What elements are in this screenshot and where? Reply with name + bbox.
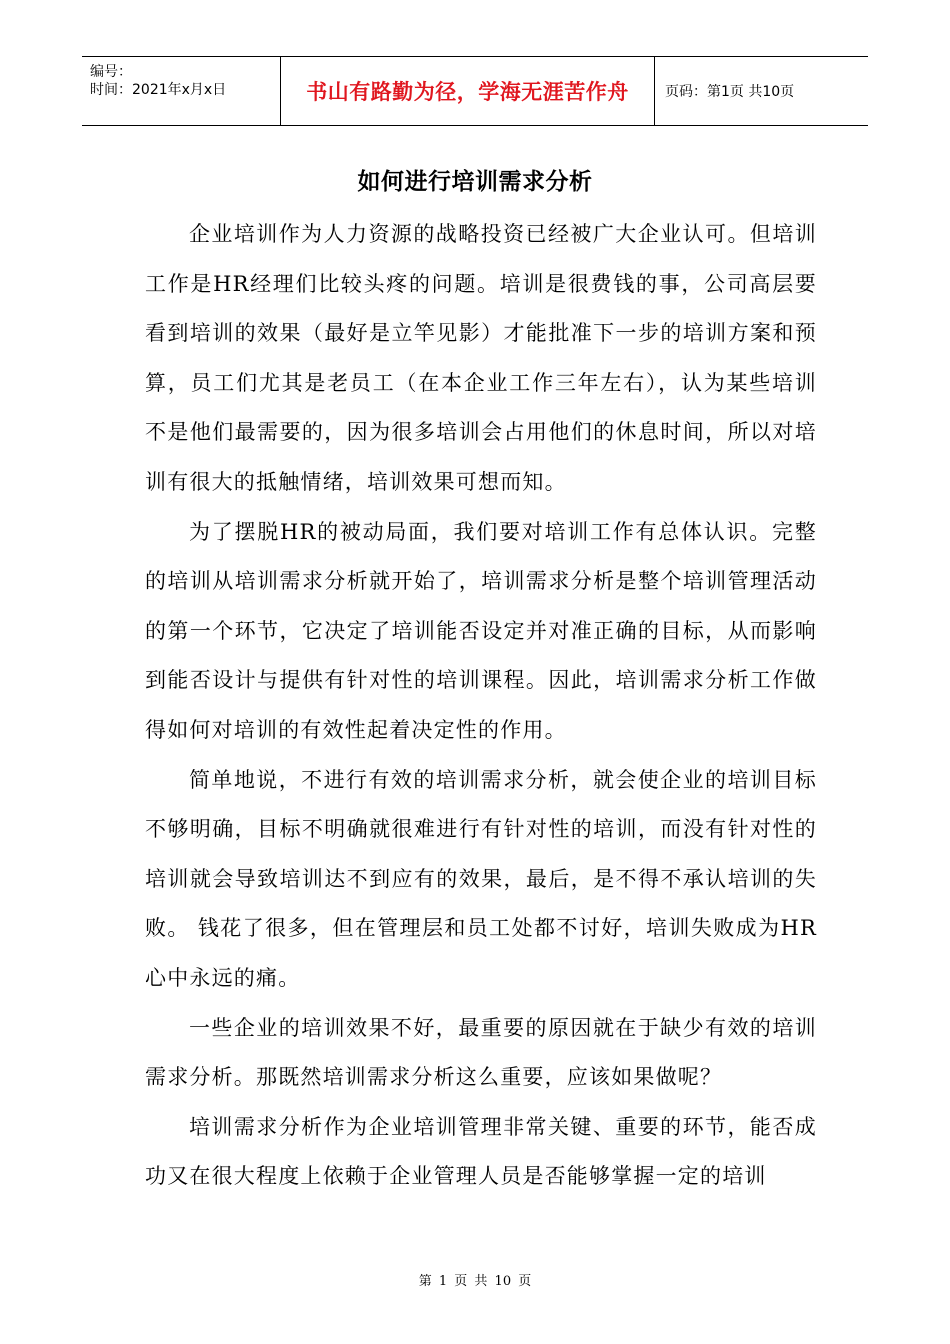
paragraph-4: 一些企业的培训效果不好，最重要的原因就在于缺少有效的培训需求分析。那既然培训需求分析这么重要，应该如果做呢？	[145, 1015, 817, 1090]
document-title: 如何进行培训需求分析	[357, 169, 593, 195]
header-meta	[82, 57, 281, 125]
paragraph-1: 企业培训作为人力资源的战略投资已经被广大企业认可。但培训工作是HR经理们比较头疼的问题。培训是很费钱的事，公司高层要看到培训的效果（最好是立竿见影）才能批准下一步的培训方案和预算，员工们尤其是老员工（在本企业工作三年左右），认为某些培训不是他们最需要的，因为很多培训会占用他们的休息时间，所以对培训有很大的抵触情绪，培训效果可想而知。	[145, 222, 817, 494]
page-footer: 第 1 页 共 10 页	[418, 1274, 532, 1289]
number-label: 编号：	[90, 64, 132, 80]
header-page-info: 页码：第1页 共10页	[665, 84, 795, 100]
document-body	[145, 210, 817, 1202]
paragraph-5: 培训需求分析作为企业培训管理非常关键、重要的环节，能否成功又在很大程度上依赖于企业管理人员是否能够掌握一定的培训	[145, 1114, 817, 1189]
time-label: 时间：2021年x月x日	[90, 82, 227, 98]
paragraph-2: 为了摆脱HR的被动局面，我们要对培训工作有总体认识。完整的培训从培训需求分析就开始了，培训需求分析是整个培训管理活动的第一个环节，它决定了培训能否设定并对准正确的目标，从而影响到能否设计与提供有针对性的培训课程。因此，培训需求分析工作做得如何对培训的有效性起着决定性的作用。	[145, 519, 817, 742]
paragraph-3: 简单地说，不进行有效的培训需求分析，就会使企业的培训目标不够明确，目标不明确就很难进行有针对性的培训，而没有针对性的培训就会导致培训达不到应有的效果，最后，是不得不承认培训的失败。 钱花了很多，但在管理层和员工处都不讨好，培训失败成为HR心中永远的痛。	[145, 767, 817, 990]
header-motto: 书山有路勤为径，学海无涯苦作舟	[281, 57, 655, 125]
document-header	[82, 56, 868, 126]
